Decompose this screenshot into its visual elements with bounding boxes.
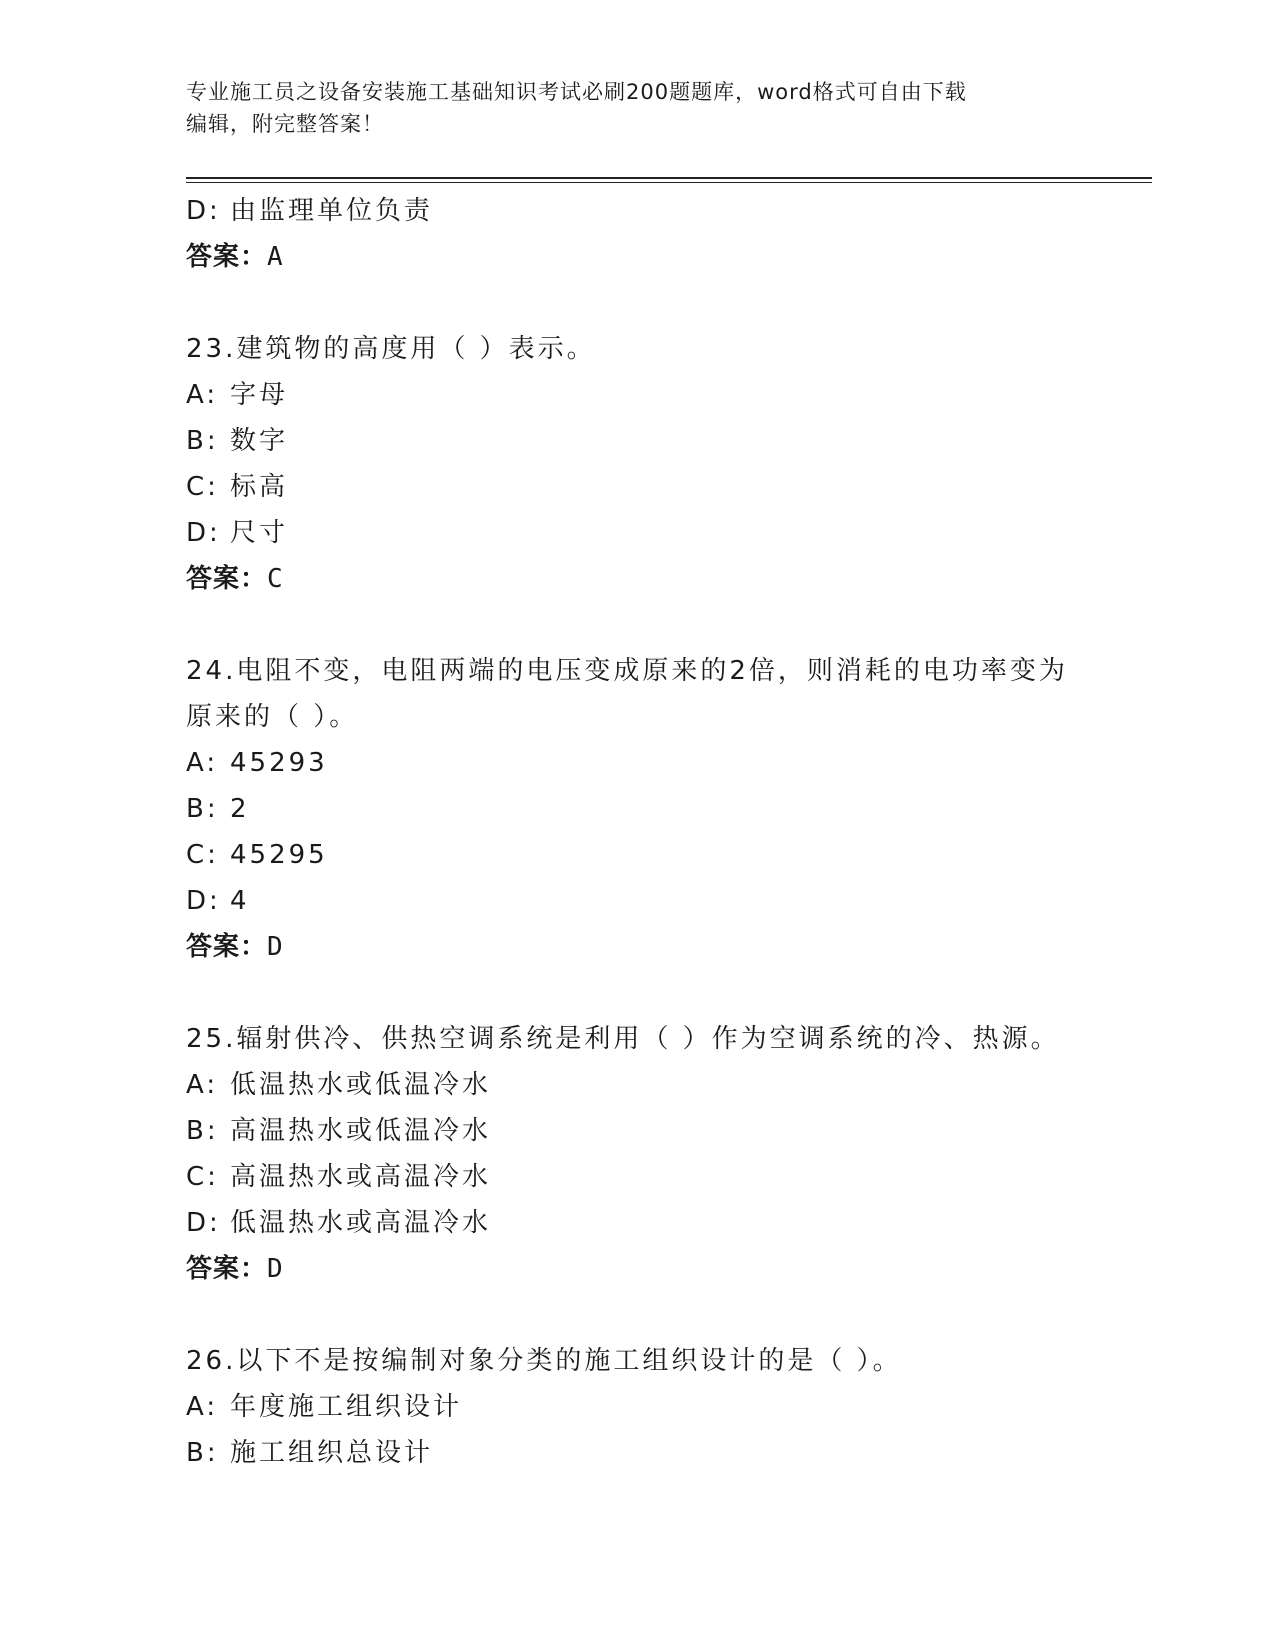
option-c <box>186 464 1146 510</box>
option-b <box>186 1430 1146 1476</box>
answer-value: A <box>267 242 284 272</box>
option-b <box>186 418 1146 464</box>
answer-label: 答案： <box>186 932 268 962</box>
option-d <box>186 188 1146 234</box>
question-stem: 25.辐射供冷、供热空调系统是利用（ ）作为空调系统的冷、热源。 <box>186 1024 1060 1054</box>
option-a <box>186 740 1146 786</box>
option-key: A: <box>186 1070 219 1100</box>
answer-line <box>186 924 1146 970</box>
option-key: C: <box>186 472 219 502</box>
option-text: 施工组织总设计 <box>230 1438 434 1468</box>
spacer <box>186 1292 1146 1338</box>
option-key: B: <box>186 1116 219 1146</box>
header-divider-thick <box>186 177 1152 179</box>
spacer <box>186 602 1146 648</box>
option-c <box>186 832 1146 878</box>
option-key: B: <box>186 794 219 824</box>
question-26 <box>186 1338 1146 1476</box>
option-d <box>186 878 1146 924</box>
answer-label: 答案： <box>186 242 268 272</box>
option-text: 45295 <box>230 840 328 870</box>
option-key: D: <box>186 196 221 226</box>
option-text: 由监理单位负责 <box>230 196 434 226</box>
option-c <box>186 1154 1146 1200</box>
question-list <box>186 188 1146 1476</box>
answer-line <box>186 234 1146 280</box>
question-25 <box>186 1016 1146 1292</box>
option-text: 标高 <box>230 472 289 502</box>
option-text: 2 <box>230 794 250 824</box>
header-title-line-1: 专业施工员之设备安装施工基础知识考试必刷200题题库，word格式可自由下载 <box>186 80 967 104</box>
header-title-line-2: 编辑，附完整答案！ <box>186 112 384 136</box>
option-text: 高温热水或低温冷水 <box>230 1116 492 1146</box>
option-text: 45293 <box>230 748 328 778</box>
question-23 <box>186 326 1146 602</box>
option-text: 高温热水或高温冷水 <box>230 1162 492 1192</box>
question-stem-line-1: 24.电阻不变，电阻两端的电压变成原来的2倍，则消耗的电功率变为 <box>186 656 1068 686</box>
answer-line <box>186 556 1146 602</box>
option-text: 数字 <box>230 426 289 456</box>
answer-value: D <box>267 932 284 962</box>
answer-label: 答案： <box>186 564 268 594</box>
option-b <box>186 1108 1146 1154</box>
option-text: 低温热水或高温冷水 <box>230 1208 492 1238</box>
question-stem-line-2: 原来的（ ）。 <box>186 702 359 732</box>
option-text: 4 <box>230 886 250 916</box>
option-b <box>186 786 1146 832</box>
question-24 <box>186 648 1146 970</box>
option-key: D: <box>186 886 221 916</box>
option-key: D: <box>186 1208 221 1238</box>
option-key: A: <box>186 380 219 410</box>
question-stem: 26.以下不是按编制对象分类的施工组织设计的是（ ）。 <box>186 1346 902 1376</box>
option-key: B: <box>186 1438 219 1468</box>
option-key: C: <box>186 840 219 870</box>
option-a <box>186 372 1146 418</box>
option-d <box>186 1200 1146 1246</box>
option-text: 年度施工组织设计 <box>230 1392 463 1422</box>
spacer <box>186 970 1146 1016</box>
spacer <box>186 280 1146 326</box>
question-stem: 23.建筑物的高度用（ ）表示。 <box>186 334 596 364</box>
option-text: 低温热水或低温冷水 <box>230 1070 492 1100</box>
option-key: A: <box>186 748 219 778</box>
header-divider-thin <box>186 182 1152 183</box>
answer-value: C <box>267 564 284 594</box>
option-key: D: <box>186 518 221 548</box>
option-text: 尺寸 <box>230 518 289 548</box>
answer-label: 答案： <box>186 1254 268 1284</box>
document-header <box>186 76 1086 140</box>
answer-line <box>186 1246 1146 1292</box>
option-a <box>186 1062 1146 1108</box>
answer-value: D <box>267 1254 284 1284</box>
option-text: 字母 <box>230 380 289 410</box>
option-key: A: <box>186 1392 219 1422</box>
option-a <box>186 1384 1146 1430</box>
option-d <box>186 510 1146 556</box>
option-key: B: <box>186 426 219 456</box>
option-key: C: <box>186 1162 219 1192</box>
